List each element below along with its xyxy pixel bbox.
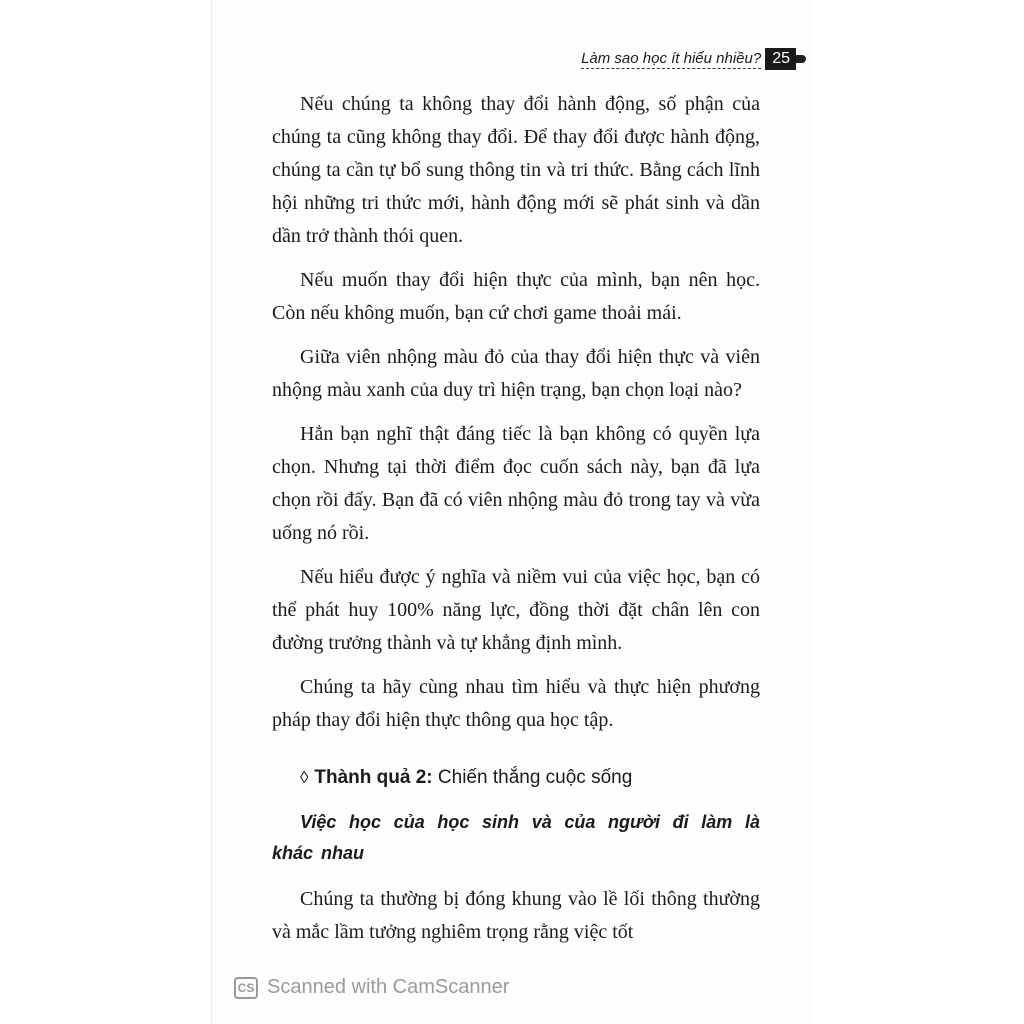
- running-header-title: Làm sao học ít hiểu nhiều?: [581, 49, 762, 67]
- paragraph: Giữa viên nhộng màu đỏ của thay đổi hiện thực và viên nhộng màu xanh của duy trì hiện trạng, bạn chọn loại nào?: [272, 346, 760, 401]
- paragraph: Chúng ta hãy cùng nhau tìm hiểu và thực hiện phương pháp thay đổi hiện thực thông qua học tập.: [272, 676, 760, 731]
- camscanner-logo-icon: CS: [234, 977, 258, 999]
- page-number: 25: [765, 48, 796, 70]
- paragraph: Nếu chúng ta không thay đổi hành động, số phận của chúng ta cũng không thay đổi. Để thay đổi được hành động, chúng ta cần tự bổ sung thông tin và tri thức. Bằng cách lĩnh hội những tri thức mới, hành động mới sẽ phát sinh và dần dần trở thành thói quen.: [272, 93, 760, 247]
- diamond-bullet-icon: ◊: [300, 768, 309, 787]
- paragraph: Chúng ta thường bị đóng khung vào lề lối thông thường và mắc lầm tưởng nghiêm trọng rằng việc tốt: [272, 888, 760, 943]
- scanner-watermark: [234, 976, 509, 999]
- section-heading-text: Chiến thắng cuộc sống: [437, 767, 633, 788]
- page-number-tab-decoration: [796, 55, 806, 63]
- section-heading-label: Thành quả 2:: [314, 767, 433, 788]
- page-body: [272, 88, 760, 960]
- paragraph: Nếu muốn thay đổi hiện thực của mình, bạn nên học. Còn nếu không muốn, bạn cứ chơi game thoải mái.: [272, 269, 760, 324]
- section-heading: [272, 763, 760, 793]
- watermark-text: Scanned with CamScanner: [267, 976, 510, 998]
- subheading: Việc học của học sinh và của người đi làm là khác nhau: [272, 812, 760, 863]
- running-header: [581, 48, 806, 70]
- paragraph: Hẳn bạn nghĩ thật đáng tiếc là bạn không có quyền lựa chọn. Nhưng tại thời điểm đọc cuốn sách này, bạn đã lựa chọn rồi đấy. Bạn đã có viên nhộng màu đỏ trong tay và vừa uống nó rồi.: [272, 423, 760, 544]
- paragraph: Nếu hiểu được ý nghĩa và niềm vui của việc học, bạn có thể phát huy 100% năng lực, đồng thời đặt chân lên con đường trưởng thành và tự khẳng định mình.: [272, 566, 760, 654]
